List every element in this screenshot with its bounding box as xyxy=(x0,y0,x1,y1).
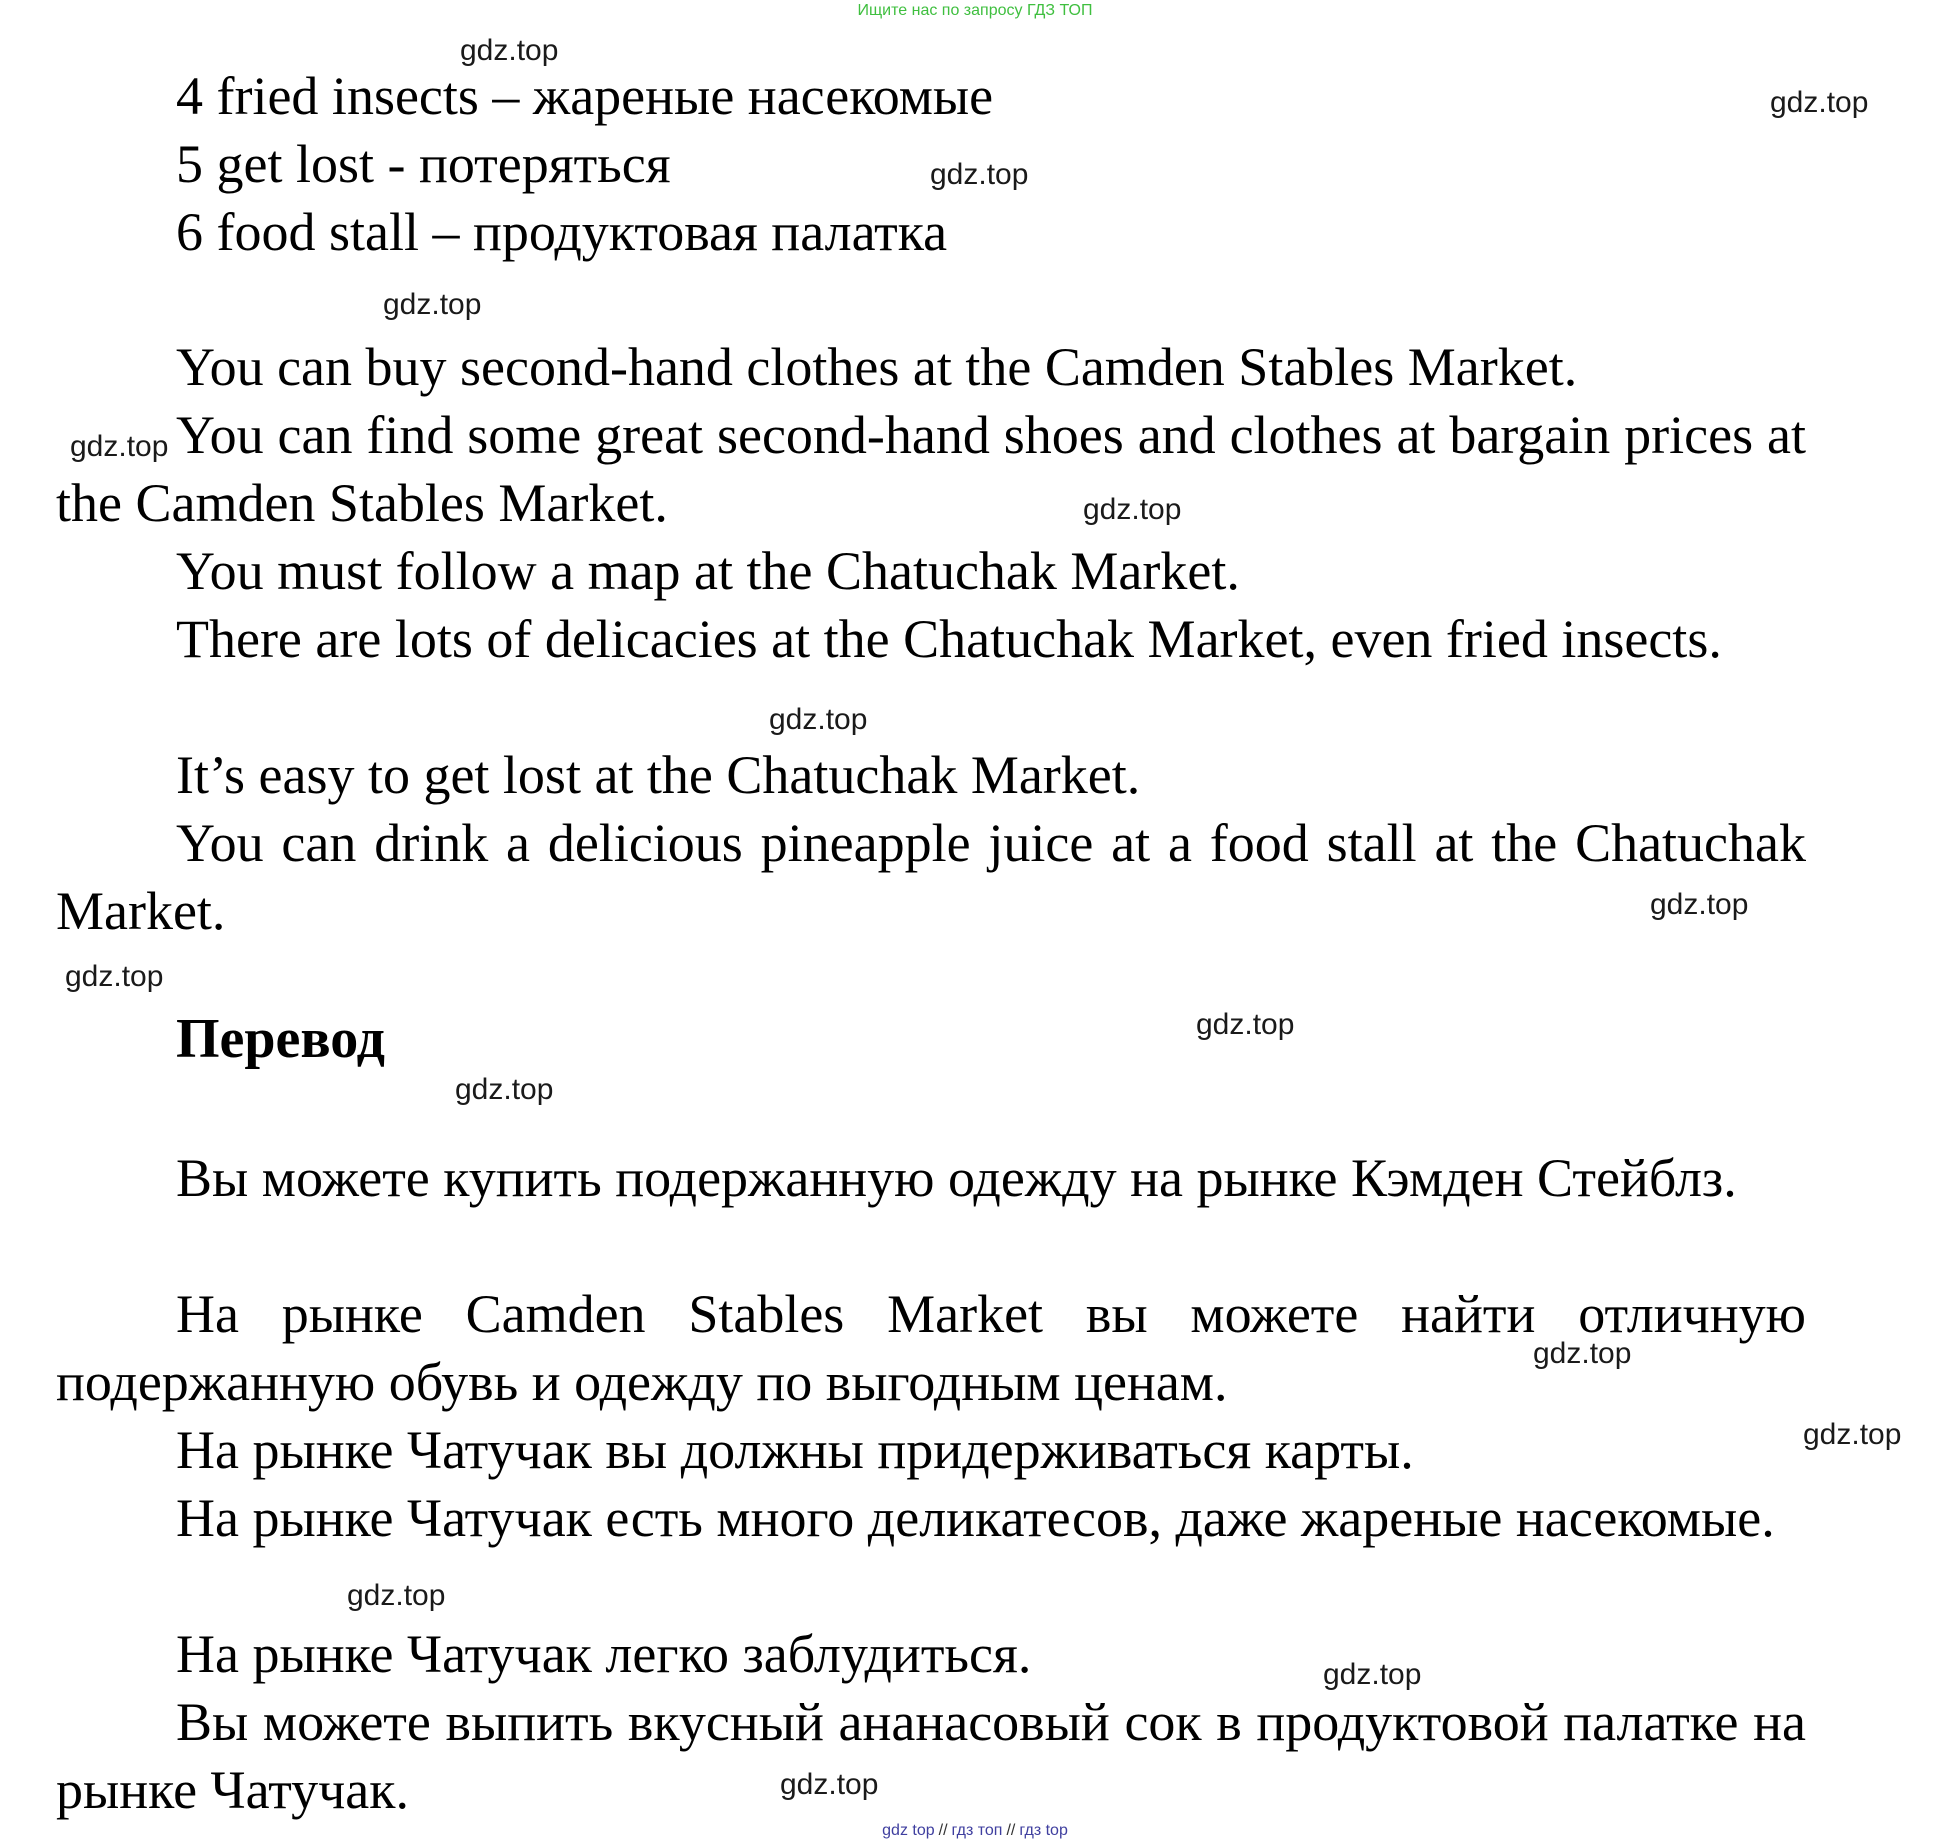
footer-link-gdz-top-mixed[interactable]: гдз top xyxy=(1019,1822,1068,1839)
translation-heading: Перевод xyxy=(176,1008,385,1070)
footer-links xyxy=(0,1822,1950,1840)
russian-sentence-4: На рынке Чатучак есть много деликатесов, даже жареные насекомые. xyxy=(176,1488,1775,1548)
watermark: gdz.top xyxy=(1533,1337,1632,1370)
watermark: gdz.top xyxy=(1323,1658,1422,1691)
footer-separator: // xyxy=(1006,1822,1016,1839)
watermark: gdz.top xyxy=(65,960,164,993)
russian-sentence-5: На рынке Чатучак легко заблудиться. xyxy=(176,1624,1032,1684)
russian-sentence-6: Вы можете выпить вкусный ананасовый сок в продуктовой палатке на рынке Чатучак. xyxy=(56,1692,1806,1820)
watermark: gdz.top xyxy=(70,430,169,463)
watermark: gdz.top xyxy=(769,703,868,736)
watermark: gdz.top xyxy=(930,158,1029,191)
english-sentence-3: You must follow a map at the Chatuchak Market. xyxy=(176,541,1240,601)
watermark: gdz.top xyxy=(780,1768,879,1801)
russian-sentence-1: Вы можете купить подержанную одежду на рынке Кэмден Стейблз. xyxy=(176,1148,1737,1208)
watermark: gdz.top xyxy=(1196,1008,1295,1041)
watermark: gdz.top xyxy=(460,34,559,67)
watermark: gdz.top xyxy=(1770,86,1869,119)
top-banner: Ищите нас по запросу ГДЗ ТОП xyxy=(857,2,1093,19)
watermark: gdz.top xyxy=(1083,493,1182,526)
english-sentence-2: You can find some great second-hand shoes and clothes at bargain prices at the Camden Stables Market. xyxy=(56,405,1806,533)
english-sentence-5: It’s easy to get lost at the Chatuchak Market. xyxy=(176,745,1141,805)
english-sentence-4: There are lots of delicacies at the Chatuchak Market, even fried insects. xyxy=(176,609,1722,669)
vocab-item-6: 6 food stall – продуктовая палатка xyxy=(176,202,948,262)
russian-sentence-3: На рынке Чатучак вы должны придерживаться карты. xyxy=(176,1420,1414,1480)
english-sentence-6: You can drink a delicious pineapple juice at a food stall at the Chatuchak Market. xyxy=(56,813,1806,941)
vocab-item-4: 4 fried insects – жареные насекомые xyxy=(176,66,994,126)
watermark: gdz.top xyxy=(383,288,482,321)
footer-separator: // xyxy=(938,1822,948,1839)
footer-link-gdz-top-ru[interactable]: гдз топ xyxy=(951,1822,1003,1839)
watermark: gdz.top xyxy=(347,1579,446,1612)
russian-sentence-2: На рынке Camden Stables Market вы можете найти отличную подержанную обувь и одежду по выгодным ценам. xyxy=(56,1284,1806,1412)
watermark: gdz.top xyxy=(455,1073,554,1106)
watermark: gdz.top xyxy=(1650,888,1749,921)
watermark: gdz.top xyxy=(1803,1418,1902,1451)
english-sentence-1: You can buy second-hand clothes at the Camden Stables Market. xyxy=(176,337,1578,397)
vocab-item-5: 5 get lost - потеряться xyxy=(176,134,671,194)
footer-link-gdz-top[interactable]: gdz top xyxy=(882,1822,935,1839)
